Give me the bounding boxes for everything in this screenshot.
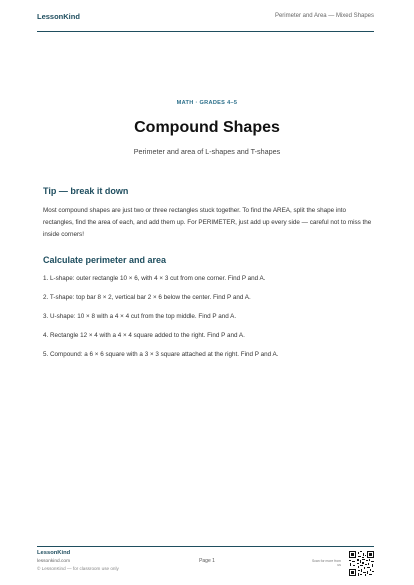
problem-item-3: 3. U-shape: 10 × 8 with a 4 × 4 cut from the top middle. Find P and A. <box>43 313 237 320</box>
scan-note: Scan for more from us <box>311 559 341 567</box>
tip-body: Most compound shapes are just two or three rectangles stuck together. To find the AREA, split the shape into rectangles, find the area of each, and add them up. For PERIMETER, just add up every side — careful not to miss the inside corners! <box>43 207 372 238</box>
tip-heading: Tip — break it down <box>43 186 129 196</box>
problem-item-2: 2. T-shape: top bar 8 × 2, vertical bar 2 × 6 below the center. Find P and A. <box>43 294 251 301</box>
grade-label: MATH · GRADES 4–5 <box>176 100 238 106</box>
problem-item-4: 4. Rectangle 12 × 4 with a 4 × 4 square added to the right. Find P and A. <box>43 332 245 339</box>
header-topic: Perimeter and Area — Mixed Shapes <box>274 13 374 19</box>
footer-copyright: © LessonKind — for classroom use only <box>37 566 119 571</box>
header-brand: LessonKind <box>37 11 80 21</box>
calculate-heading: Calculate perimeter and area <box>43 255 167 265</box>
footer-brand: LessonKind <box>37 550 71 556</box>
problem-list <box>43 273 375 368</box>
footer-site-link[interactable]: lessonkind.com <box>37 559 71 564</box>
footer-divider <box>37 546 374 547</box>
problem-item-5: 5. Compound: a 6 × 6 square with a 3 × 3 square attached at the right. Find P and A. <box>43 351 279 358</box>
qr-code-icon[interactable] <box>349 551 374 576</box>
header-divider <box>37 31 374 32</box>
page-number: Page 1 <box>199 558 215 564</box>
problem-item-1: 1. L-shape: outer rectangle 10 × 6, with 4 × 3 cut from one corner. Find P and A. <box>43 275 266 282</box>
page-header <box>0 0 414 32</box>
page-subtitle: Perimeter and area of L-shapes and T-shapes <box>133 147 281 156</box>
page-title: Compound Shapes <box>134 119 280 136</box>
